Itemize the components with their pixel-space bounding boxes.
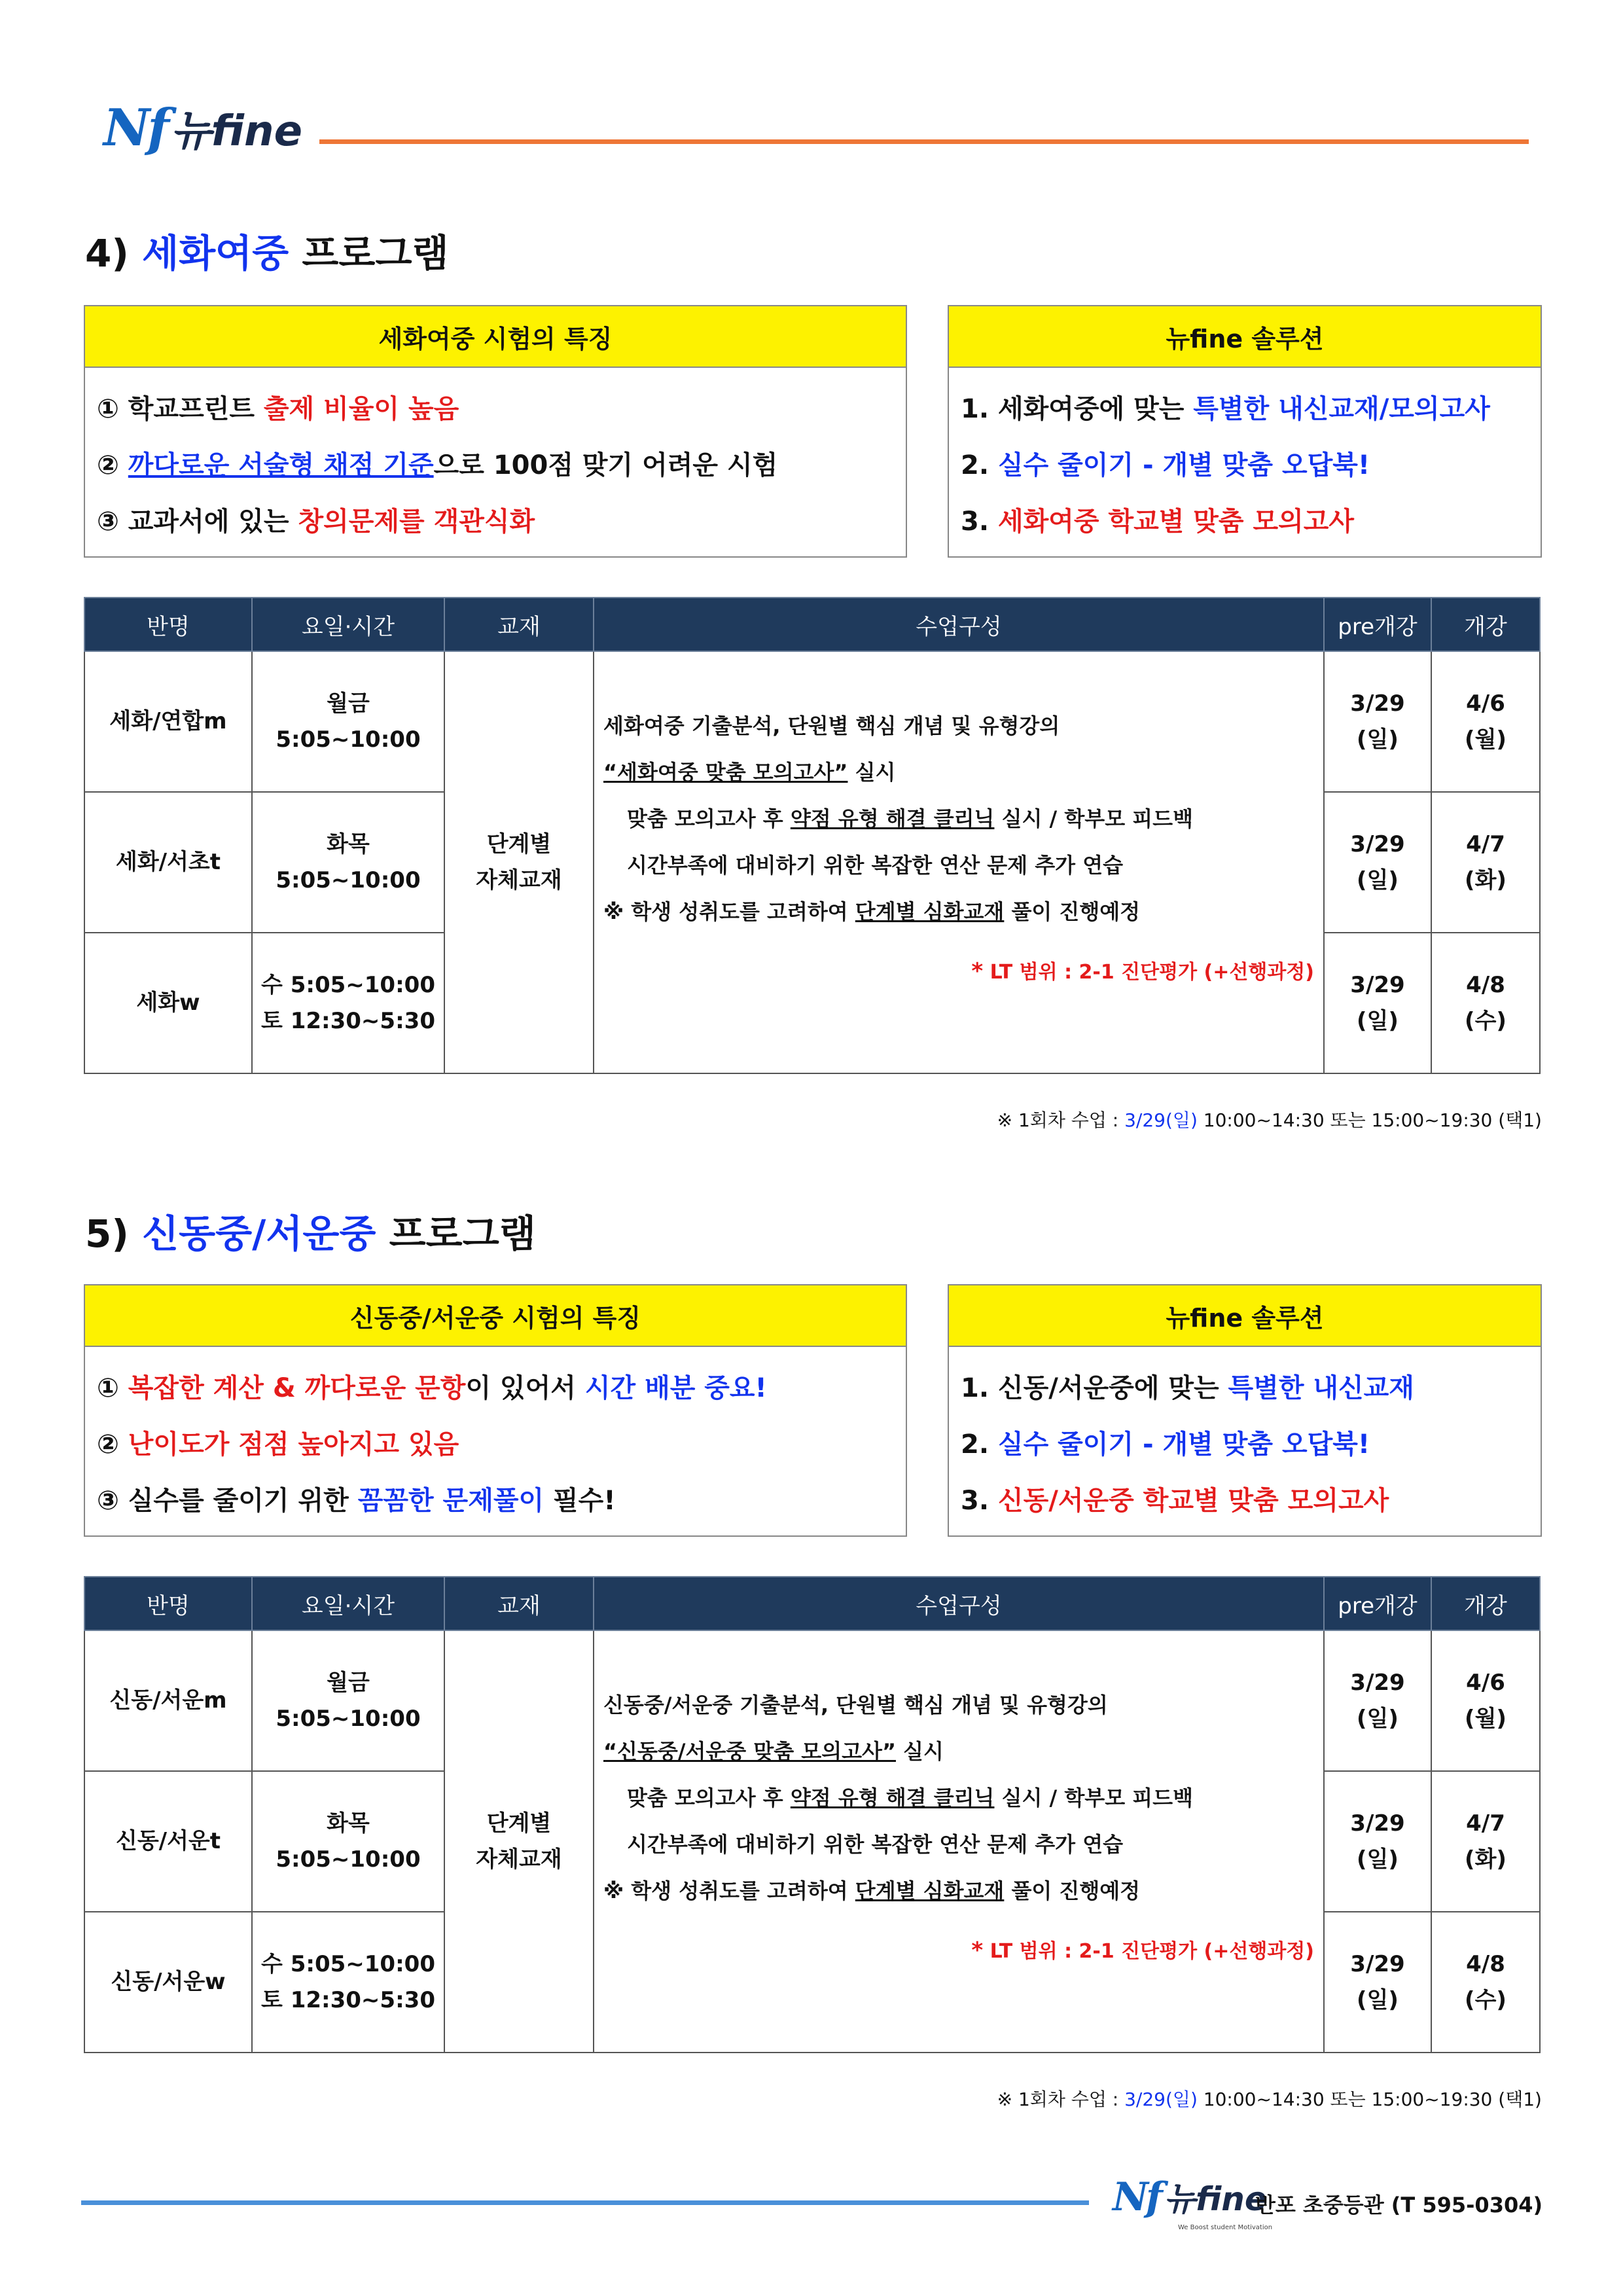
feature-item: ② 난이도가 점점 높아지고 있음	[97, 1429, 459, 1460]
features-title: 신동중/서운중 시험의 특징	[85, 1285, 906, 1347]
class-content: 신동중/서운중 기출분석, 단원별 핵심 개념 및 유형강의 “신동중/서운중 맞춤 모의고사” 실시 맞춤 모의고사 후 약점 유형 해결 클리닉 실시 / 학부모 피드백 시간부족에 대비하기 위한 복잡한 연산 문제 추가 연습 ※ 학생 성취도를 고려하여 단계별 심화교재 풀이 진행예정 * LT 범위 : 2-1 진단평가 (+선행과정)	[594, 1630, 1324, 2053]
session-note-5: ※ 1회차 수업 : 3/29(일) 10:00~14:30 또는 15:00~19:30 (택1)	[997, 2089, 1542, 2110]
features-title: 세화여중 시험의 특징	[85, 306, 906, 368]
col-header: 반명	[84, 1577, 252, 1630]
features-box-5	[84, 1284, 907, 1537]
col-header: 요일·시간	[252, 1577, 444, 1630]
start-date: 4/7 (화)	[1431, 792, 1540, 933]
header-divider	[319, 139, 1529, 144]
class-time: 수 5:05~10:00 토 12:30~5:30	[252, 1912, 444, 2053]
class-name: 세화w	[84, 933, 252, 1073]
footer-divider	[81, 2200, 1089, 2205]
solution-item: 3. 세화여중 학교별 맞춤 모의고사	[961, 507, 1355, 537]
col-header: pre개강	[1324, 1577, 1431, 1630]
logo-mark: Nf	[103, 98, 167, 158]
class-name: 세화/서초t	[84, 792, 252, 933]
schedule-table-5	[84, 1576, 1541, 2053]
lt-range: * LT 범위 : 2-1 진단평가 (+선행과정)	[971, 958, 1314, 984]
solution-item: 2. 실수 줄이기 - 개별 맞춤 오답북!	[961, 1429, 1370, 1460]
start-date: 4/8 (수)	[1431, 933, 1540, 1073]
col-header: 개강	[1431, 598, 1540, 651]
textbook: 단계별 자체교재	[444, 651, 594, 1073]
feature-item: ③ 교과서에 있는 창의문제를 객관식화	[97, 507, 535, 537]
class-name: 신동/서운w	[84, 1912, 252, 2053]
feature-item: ① 학교프린트 출제 비율이 높음	[97, 394, 459, 424]
feature-item: ① 복잡한 계산 & 까다로운 문항이 있어서 시간 배분 중요!	[97, 1373, 767, 1403]
class-time: 월금 5:05~10:00	[252, 1630, 444, 1771]
brand-logo	[103, 98, 302, 157]
solution-box-5	[948, 1284, 1542, 1537]
class-time: 월금 5:05~10:00	[252, 651, 444, 792]
col-header: 개강	[1431, 1577, 1540, 1630]
class-time: 수 5:05~10:00 토 12:30~5:30	[252, 933, 444, 1073]
class-time: 화목 5:05~10:00	[252, 1771, 444, 1912]
class-name: 세화/연합m	[84, 651, 252, 792]
class-time: 화목 5:05~10:00	[252, 792, 444, 933]
table-header-row	[84, 598, 1540, 651]
solution-item: 1. 세화여중에 맞는 특별한 내신교재/모의고사	[961, 394, 1490, 424]
solution-item: 1. 신동/서운중에 맞는 특별한 내신교재	[961, 1373, 1414, 1403]
pre-start: 3/29 (일)	[1324, 1771, 1431, 1912]
session-note-4: ※ 1회차 수업 : 3/29(일) 10:00~14:30 또는 15:00~19:30 (택1)	[997, 1109, 1542, 1131]
logo-text: 뉴fine	[170, 107, 303, 156]
features-box-4	[84, 305, 907, 558]
solution-item: 3. 신동/서운중 학교별 맞춤 모의고사	[961, 1486, 1389, 1516]
col-header: 반명	[84, 598, 252, 651]
schedule-table-4	[84, 597, 1541, 1074]
pre-start: 3/29 (일)	[1324, 1630, 1431, 1771]
logo-text: 뉴fine	[1164, 2180, 1267, 2218]
solution-box-4	[948, 305, 1542, 558]
pre-start: 3/29 (일)	[1324, 792, 1431, 933]
class-content: 세화여중 기출분석, 단원별 핵심 개념 및 유형강의 “세화여중 맞춤 모의고사” 실시 맞춤 모의고사 후 약점 유형 해결 클리닉 실시 / 학부모 피드백 시간부족에 대비하기 위한 복잡한 연산 문제 추가 연습 ※ 학생 성취도를 고려하여 단계별 심화교재 풀이 진행예정 * LT 범위 : 2-1 진단평가 (+선행과정)	[594, 651, 1324, 1073]
solution-item: 2. 실수 줄이기 - 개별 맞춤 오답북!	[961, 450, 1370, 480]
section-title-4: 4) 세화여중 프로그램	[85, 231, 449, 276]
pre-start: 3/29 (일)	[1324, 651, 1431, 792]
footer-tagline: We Boost student Motivation	[1178, 2224, 1273, 2231]
solution-title: 뉴fine 솔루션	[949, 306, 1541, 368]
table-row	[84, 651, 1540, 792]
table-header-row	[84, 1577, 1540, 1630]
lt-range: * LT 범위 : 2-1 진단평가 (+선행과정)	[971, 1937, 1314, 1964]
class-name: 신동/서운t	[84, 1771, 252, 1912]
col-header: 수업구성	[594, 598, 1324, 651]
col-header: 요일·시간	[252, 598, 444, 651]
start-date: 4/6 (월)	[1431, 1630, 1540, 1771]
pre-start: 3/29 (일)	[1324, 933, 1431, 1073]
section-title-5: 5) 신동중/서운중 프로그램	[85, 1211, 536, 1256]
footer-branch-info: 반포 초중등관 (T 595-0304)	[1255, 2193, 1543, 2217]
textbook: 단계별 자체교재	[444, 1630, 594, 2053]
col-header: pre개강	[1324, 598, 1431, 651]
col-header: 수업구성	[594, 1577, 1324, 1630]
feature-item: ② 까다로운 서술형 채점 기준으로 100점 맞기 어려운 시험	[97, 450, 778, 480]
table-row	[84, 1630, 1540, 1771]
class-name: 신동/서운m	[84, 1630, 252, 1771]
start-date: 4/6 (월)	[1431, 651, 1540, 792]
pre-start: 3/29 (일)	[1324, 1912, 1431, 2053]
feature-item: ③ 실수를 줄이기 위한 꼼꼼한 문제풀이 필수!	[97, 1486, 616, 1516]
footer-logo	[1113, 2173, 1267, 2220]
start-date: 4/7 (화)	[1431, 1771, 1540, 1912]
start-date: 4/8 (수)	[1431, 1912, 1540, 2053]
col-header: 교재	[444, 1577, 594, 1630]
col-header: 교재	[444, 598, 594, 651]
solution-title: 뉴fine 솔루션	[949, 1285, 1541, 1347]
logo-mark: Nf	[1113, 2174, 1160, 2220]
